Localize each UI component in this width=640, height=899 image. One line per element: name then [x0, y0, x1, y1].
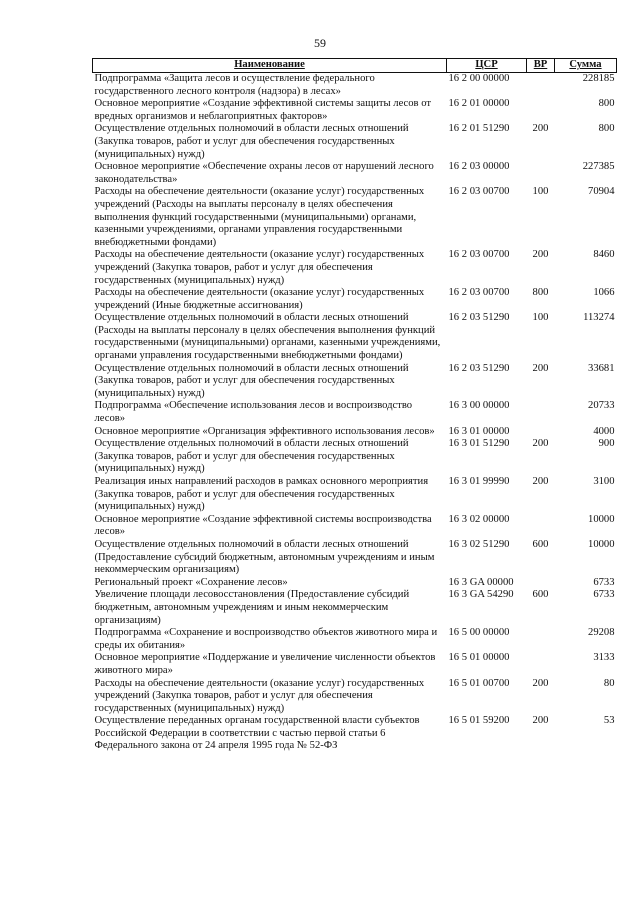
cell-name: Подпрограмма «Обеспечение использования лесов и воспроизводство лесов»	[94, 400, 413, 425]
table-row	[93, 438, 617, 476]
cell-sum: 227385	[582, 161, 615, 173]
header-vr: ВР	[527, 59, 555, 73]
cell-csr: 16 2 03 51290	[448, 312, 510, 324]
table-row	[93, 287, 617, 312]
cell-csr: 16 2 01 51290	[448, 123, 510, 135]
cell-vr	[527, 514, 555, 539]
cell-vr	[527, 652, 555, 677]
cell-sum: 53	[603, 715, 615, 727]
table-row	[93, 627, 617, 652]
table-row	[93, 363, 617, 401]
table-row	[93, 652, 617, 677]
cell-name: Увеличение площади лесовосстановления (Предоставление субсидий бюджетным, автономным учреждениям и иным некоммерческим организациям)	[94, 589, 410, 626]
table-header-row	[93, 59, 617, 73]
cell-vr: 200	[532, 249, 549, 261]
budget-table	[92, 58, 617, 753]
cell-vr	[527, 73, 555, 99]
cell-vr: 100	[532, 186, 549, 198]
cell-csr: 16 2 03 00700	[448, 186, 510, 198]
table-row	[93, 476, 617, 514]
cell-csr: 16 3 00 00000	[448, 400, 510, 412]
cell-name: Осуществление отдельных полномочий в области лесных отношений (Предоставление субсидий бюджетным, автономным учреждениям и иным некоммерческим организациям)	[94, 538, 435, 576]
cell-vr	[527, 161, 555, 186]
table-row	[93, 539, 617, 577]
cell-csr: 16 3 02 51290	[448, 538, 510, 550]
cell-sum: 70904	[588, 186, 615, 198]
table-row	[93, 98, 617, 123]
cell-name: Осуществление отдельных полномочий в области лесных отношений (Закупка товаров, работ и услуг для обеспечения государственных (муниципальных) нужд)	[94, 438, 409, 475]
cell-name: Осуществление отдельных полномочий в области лесных отношений (Закупка товаров, работ и услуг для обеспечения государственных (муниципальных) нужд)	[94, 123, 409, 160]
cell-name: Региональный проект «Сохранение лесов»	[94, 576, 288, 588]
cell-name: Расходы на обеспечение деятельности (оказание услуг) государственных учреждений (Иные бюджетные ассигнования)	[94, 287, 425, 311]
cell-vr	[527, 426, 555, 439]
header-sum: Сумма	[555, 59, 617, 73]
cell-name: Осуществление отдельных полномочий в области лесных отношений (Закупка товаров, работ и услуг для обеспечения государственных (муниципальных) нужд)	[94, 362, 409, 399]
cell-sum: 3133	[593, 652, 615, 664]
cell-vr: 200	[532, 677, 549, 689]
cell-name: Расходы на обеспечение деятельности (оказание услуг) государственных учреждений (Закупка товаров, работ и услуг для обеспечения государственных (муниципальных) нужд)	[94, 249, 425, 286]
cell-name: Основное мероприятие «Создание эффективной системы защиты лесов от вредных организмов и неблагоприятных факторов»	[94, 98, 431, 122]
cell-csr: 16 2 03 00000	[448, 161, 510, 173]
cell-sum: 4000	[593, 425, 615, 437]
table-row	[93, 186, 617, 249]
cell-vr: 200	[532, 123, 549, 135]
cell-csr: 16 5 00 00000	[448, 627, 510, 639]
cell-csr: 16 3 01 51290	[448, 438, 510, 450]
cell-sum: 6733	[593, 576, 615, 588]
cell-vr: 600	[532, 538, 549, 550]
cell-name: Осуществление переданных органам государственной власти субъектов Российской Федерации в соответствии с частью первой статьи 6 Федерального закона от 24 апреля 1995 года № 52-ФЗ	[94, 715, 420, 752]
cell-vr	[527, 627, 555, 652]
cell-vr: 200	[532, 715, 549, 727]
cell-csr: 16 2 03 00700	[448, 287, 510, 299]
cell-vr: 200	[532, 438, 549, 450]
header-name: Наименование	[93, 59, 447, 73]
cell-csr: 16 2 00 00000	[448, 73, 510, 84]
table-row	[93, 161, 617, 186]
cell-name: Подпрограмма «Защита лесов и осуществление федерального государственного лесного контроля (надзора) в лесах»	[94, 73, 375, 97]
cell-sum: 800	[598, 98, 615, 110]
cell-vr: 100	[532, 312, 549, 324]
cell-vr: 200	[532, 476, 549, 487]
table-row	[93, 426, 617, 439]
cell-sum: 900	[598, 438, 615, 450]
cell-vr: 800	[532, 287, 549, 299]
cell-csr: 16 3 GA 00000	[448, 576, 514, 588]
cell-sum: 29208	[588, 627, 615, 639]
cell-csr: 16 3 01 99990	[448, 476, 510, 487]
cell-csr: 16 5 01 00700	[448, 677, 510, 689]
table-row	[93, 678, 617, 716]
cell-name: Основное мероприятие «Создание эффективной системы воспроизводства лесов»	[94, 513, 432, 538]
cell-sum: 800	[598, 123, 615, 135]
cell-sum: 80	[603, 677, 615, 689]
cell-sum: 228185	[582, 73, 615, 84]
cell-name: Основное мероприятие «Поддержание и увеличение численности объектов животного мира»	[94, 652, 436, 676]
cell-name: Расходы на обеспечение деятельности (оказание услуг) государственных учреждений (Закупка товаров, работ и услуг для обеспечения государственных (муниципальных) нужд)	[94, 677, 425, 714]
header-csr: ЦСР	[447, 59, 527, 73]
table-row	[93, 249, 617, 287]
table-row	[93, 715, 617, 753]
table-row	[93, 123, 617, 161]
cell-sum: 3100	[593, 476, 615, 487]
cell-sum: 10000	[588, 538, 615, 550]
cell-vr	[527, 577, 555, 590]
table-row	[93, 312, 617, 362]
cell-vr: 200	[532, 362, 549, 374]
cell-name: Расходы на обеспечение деятельности (оказание услуг) государственных учреждений (Расходы на выплаты персоналу в целях обеспечения выполнения функций государственными (муниципальными) органами, казенными учреждениями, органами управления государственными внебюджетными фондами)	[94, 186, 425, 248]
cell-name: Осуществление отдельных полномочий в области лесных отношений (Расходы на выплаты персоналу в целях обеспечения выполнения функций государственными (муниципальными) органами, казенными учреждениями, органами управления государственными внебюджетными фондами)	[94, 312, 441, 362]
cell-csr: 16 5 01 59200	[448, 715, 510, 727]
cell-sum: 8460	[593, 249, 615, 261]
cell-csr: 16 2 03 00700	[448, 249, 510, 261]
page-number: 59	[314, 36, 326, 50]
cell-name: Реализация иных направлений расходов в рамках основного мероприятия (Закупка товаров, работ и услуг для обеспечения государственных (муниципальных) нужд)	[94, 476, 429, 513]
cell-name: Основное мероприятие «Обеспечение охраны лесов от нарушений лесного законодательства»	[94, 161, 434, 185]
cell-vr: 600	[532, 589, 549, 601]
cell-vr	[527, 400, 555, 425]
cell-name: Основное мероприятие «Организация эффективного использования лесов»	[94, 425, 435, 437]
cell-sum: 1066	[593, 287, 615, 299]
cell-csr: 16 2 03 51290	[448, 362, 510, 374]
cell-csr: 16 3 01 00000	[448, 425, 510, 437]
cell-vr	[527, 98, 555, 123]
table-row	[93, 400, 617, 425]
table-row	[93, 589, 617, 627]
cell-name: Подпрограмма «Сохранение и воспроизводство объектов животного мира и среды их обитания»	[94, 627, 438, 651]
cell-csr: 16 3 GA 54290	[448, 589, 514, 601]
cell-sum: 113274	[583, 312, 615, 324]
cell-sum: 33681	[588, 362, 615, 374]
cell-sum: 6733	[593, 589, 615, 601]
table-row	[93, 577, 617, 590]
table-row	[93, 73, 617, 99]
cell-csr: 16 3 02 00000	[448, 513, 510, 525]
cell-csr: 16 2 01 00000	[448, 98, 510, 110]
cell-sum: 20733	[588, 400, 615, 412]
cell-sum: 10000	[588, 513, 615, 525]
cell-csr: 16 5 01 00000	[448, 652, 510, 664]
table-row	[93, 514, 617, 539]
